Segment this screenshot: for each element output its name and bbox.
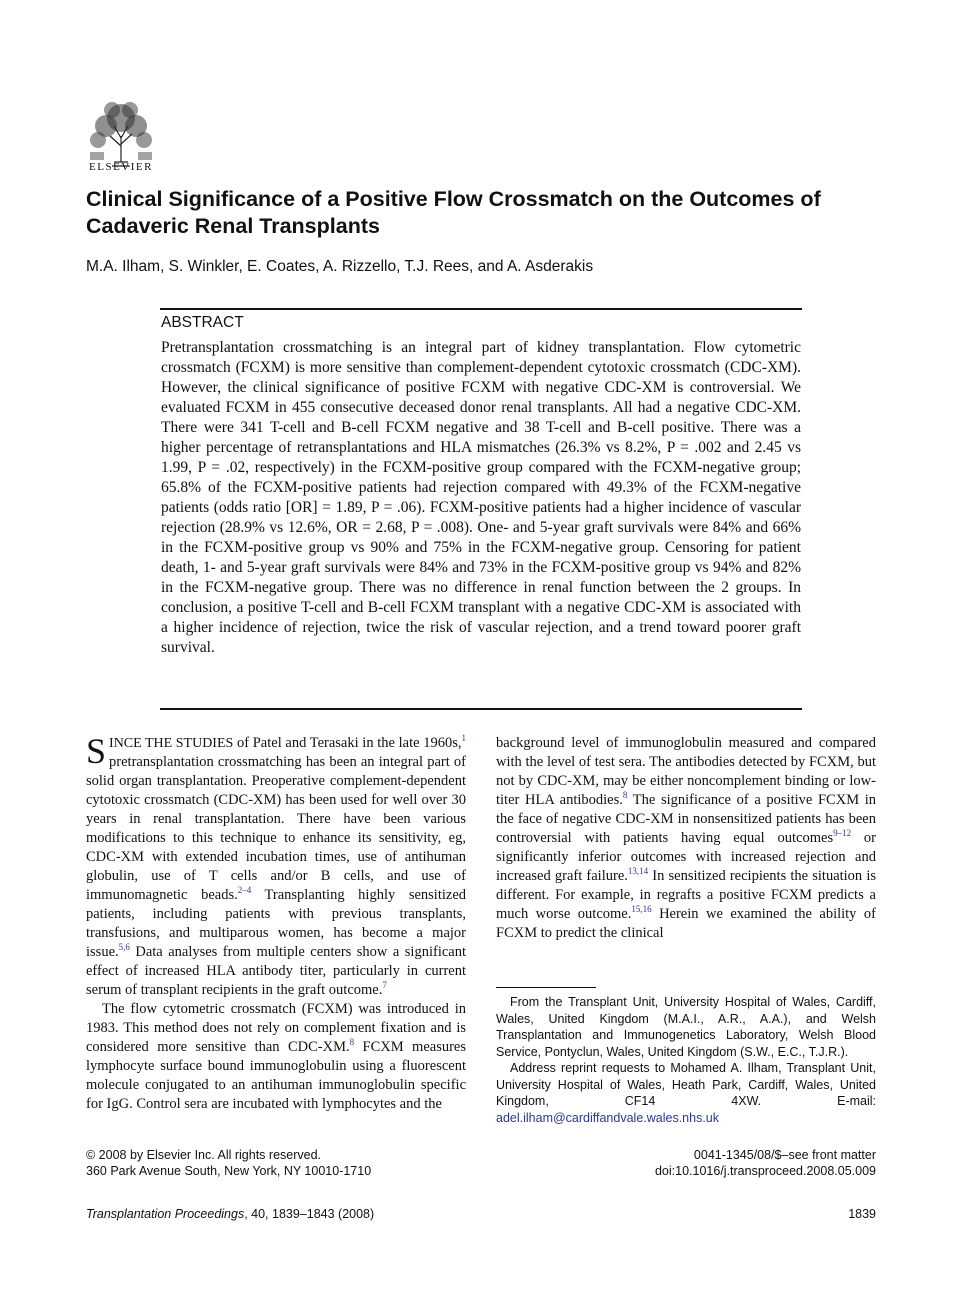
abstract-bottom-rule xyxy=(160,708,802,710)
body-paragraph-1 xyxy=(86,731,466,1000)
citation-link[interactable]: 2–4 xyxy=(237,885,252,896)
publisher-address: 360 Park Avenue South, New York, NY 10010-1710 xyxy=(86,1164,372,1178)
text-run: In sensitized recipients the situation is different. For example, in regrafts a positive FCXM predicts a much worse outcome. xyxy=(496,868,877,922)
page-number: 1839 xyxy=(848,1207,876,1221)
copyright-notice: © 2008 by Elsevier Inc. All rights reserved. xyxy=(86,1148,322,1162)
body-paragraph-2 xyxy=(86,1000,466,1114)
body-column-right xyxy=(496,734,876,943)
abstract-top-rule xyxy=(160,308,802,310)
citation-link[interactable]: 5,6 xyxy=(118,942,130,953)
body-column-left xyxy=(86,731,466,1114)
text-run: or significantly inferior outcomes with increased rejection and increased graft failure. xyxy=(496,830,876,884)
text-run: Herein we examined the ability of FCXM to predict the clinical xyxy=(496,906,876,941)
lead-in-caps: INCE THE STUDIES xyxy=(109,736,234,751)
footnote-rule xyxy=(496,987,596,988)
journal-citation xyxy=(86,1206,374,1222)
text-run: The flow cytometric crossmatch (FCXM) was introduced in 1983. This method does not rely on complement fixation and is considered more sensitive than CDC-XM. xyxy=(86,1001,466,1055)
drop-cap: S xyxy=(86,731,107,771)
email-link[interactable]: adel.ilham@cardiffandvale.wales.nhs.uk xyxy=(496,1110,719,1125)
footnotes xyxy=(496,994,876,1126)
article-title: Clinical Significance of a Positive Flow Crossmatch on the Outcomes of Cadaveric Renal Transplants xyxy=(86,187,821,238)
author-list: M.A. Ilham, S. Winkler, E. Coates, A. Rizzello, T.J. Rees, and A. Asderakis xyxy=(86,258,594,275)
abstract-text: Pretransplantation crossmatching is an integral part of kidney transplantation. Flow cytometric crossmatch (FCXM) is more sensitive than complement-dependent cytotoxic crossmatch (CDC-XM). However, the clinical significance of positive FCXM with negative CDC-XM is controversial. We evaluated FCXM in 455 consecutive deceased donor renal transplants. All had a negative CDC-XM. There were 341 T-cell and B-cell FCXM negative and 38 T-cell and B-cell positive. There was a higher percentage of retransplantations and HLA mismatches (26.3% vs 8.2%, P = .002 and 2.45 vs 1.99, P = .02, respectively) in the FCXM-positive group compared with the FCXM-negative group; 65.8% of the FCXM-positive patients had rejection compared with 49.3% of the FCXM-negative patients (odds ratio [OR] = 1.89, P = .06). FCXM-positive patients had a higher incidence of vascular rejection (28.9% vs 12.6%, OR = 2.68, P = .008). One- and 5-year graft survivals were 84% and 66% in the FCXM-positive group vs 90% and 75% in the FCXM-negative group. Censoring for patient death, 1- and 5-year graft survivals were 84% and 73% in the FCXM-positive group vs 94% and 82% in the FCXM-negative group. There was no difference in renal function between the 2 groups. In conclusion, a positive T-cell and B-cell FCXM transplant with a negative CDC-XM is associated with a higher incidence of rejection, twice the risk of vascular rejection, and a trend toward poorer graft survival. xyxy=(161,339,801,656)
text-run: The significance of a positive FCXM in the face of negative CDC-XM in nonsensitized patients has been controversial with patients having equal outcomes xyxy=(496,792,877,846)
elsevier-logo-text: ELSEVIER xyxy=(89,161,153,173)
text-run: Transplanting highly sensitized patients, including patients with previous transplants, transfusions, and multiparous women, has become a major issue. xyxy=(86,887,466,960)
citation-link[interactable]: 8 xyxy=(349,1037,355,1048)
citation-link[interactable]: 9–12 xyxy=(833,828,852,839)
citation-link[interactable]: 15,16 xyxy=(631,904,652,915)
issn-line: 0041-1345/08/$–see front matter xyxy=(693,1148,876,1162)
text-run: FCXM measures lymphocyte surface bound immunoglobulin using a fluorescent molecule conjugated to an antihuman immunoglobulin specific for IgG. Control sera are incubated with lymphocytes and the xyxy=(86,1039,466,1112)
body-paragraph-2-continued xyxy=(496,734,876,943)
citation-link[interactable]: 13,14 xyxy=(627,866,649,877)
citation-link[interactable]: 8 xyxy=(622,790,628,801)
affiliation-note: From the Transplant Unit, University Hospital of Wales, Cardiff, Wales, United Kingdom (M.A.I., A.R., A.A.), and Welsh Transplantation and Immunogenetics Laboratory, Welsh Blood Service, Pontyclun, Wales, United Kingdom (S.W., E.C., T.J.R.). xyxy=(496,995,876,1059)
citation-link[interactable]: 7 xyxy=(382,980,387,991)
journal-volume: , 40, 1839–1843 (2008) xyxy=(244,1207,375,1221)
reprint-note xyxy=(496,1060,876,1126)
text-run: of Patel and Terasaki in the late 1960s, xyxy=(233,735,462,751)
doi-line: doi:10.1016/j.transproceed.2008.05.009 xyxy=(654,1164,876,1178)
text-run: pretransplantation crossmatching has been an integral part of solid organ transplantation. Preoperative complement-dependent cytotoxic crossmatch (CDC-XM) has been used for well over 30 years in renal transplantation. There have been various modifications to this technique to enhance its sensitivity, eg, CDC-XM with extended incubation times, use of antihuman globulin, use of T cells and/or B cells, and use of immunomagnetic beads. xyxy=(86,754,466,903)
journal-name: Transplantation Proceedings xyxy=(86,1207,245,1221)
reprint-text: Address reprint requests to Mohamed A. Ilham, Transplant Unit, University Hospital of Wales, Heath Park, Cardiff, Wales, United Kingdom, CF14 4XW. E-mail: xyxy=(496,1061,876,1108)
text-run: background level of immunoglobulin measured and compared with the level of test sera. The antibodies detected by FCXM, but not by CDC-XM, may be either noncomplement binding or low-titer HLA antibodies. xyxy=(496,735,876,808)
abstract-heading: ABSTRACT xyxy=(161,314,244,331)
citation-link[interactable]: 1 xyxy=(461,733,466,744)
text-run: Data analyses from multiple centers show a significant effect of increased HLA antibody titer, particularly in current serum of transplant recipients in the graft outcome. xyxy=(86,944,466,998)
